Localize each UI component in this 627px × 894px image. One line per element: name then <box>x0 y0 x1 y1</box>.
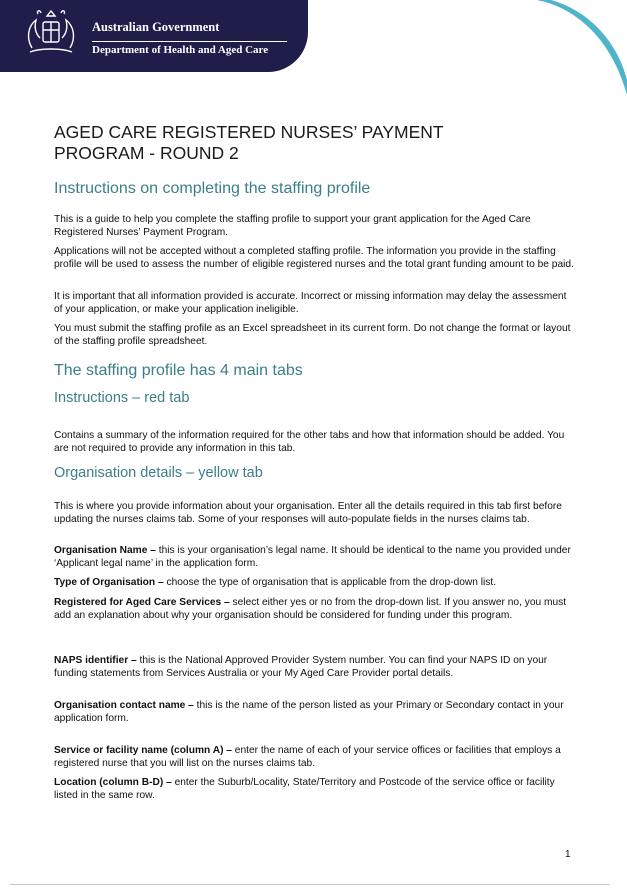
paragraph-acceptance: Applications will not be accepted without a completed staffing profile. The information you provide in the staffing profile will be used to assess the number of eligible registered nurses and the total grant funding amount to be paid. <box>54 246 574 270</box>
definition-naps-identifier: NAPS identifier – this is the National Approved Provider System number. You can find your NAPS ID on your funding statements from Services Australia or your My Aged Care Provider portal details. <box>54 655 548 679</box>
heading-yellow-tab: Organisation details – yellow tab <box>54 465 263 481</box>
definition-term: Organisation contact name <box>54 700 186 711</box>
definition-term: Location (column B-D) <box>54 777 164 788</box>
title-line-1: AGED CARE REGISTERED NURSES’ PAYMENT <box>54 122 444 142</box>
footer-divider <box>10 884 610 885</box>
definition-term: NAPS identifier <box>54 655 129 666</box>
paragraph-yellow-tab: This is where you provide information about your organisation. Enter all the details required in this tab first before updating the nurses claims tab. Some of your responses will auto-populate fields in the nurses claims tab. <box>54 501 562 525</box>
definition-location: Location (column B-D) – enter the Suburb/Locality, State/Territory and Postcode of the service office or facility listed in the same row. <box>54 777 555 801</box>
page-title <box>54 122 574 164</box>
paragraph-intro: This is a guide to help you complete the staffing profile to support your grant application for the Aged Care Registered Nurses’ Payment Program. <box>54 214 531 238</box>
definition-term: Organisation Name <box>54 545 148 556</box>
definition-term: Registered for Aged Care Services <box>54 597 222 608</box>
definition-term: Type of Organisation <box>54 577 156 588</box>
page-number: 1 <box>565 849 571 860</box>
paragraph-accuracy: It is important that all information provided is accurate. Incorrect or missing information may delay the assessment of your application, or make your application ineligible. <box>54 291 567 315</box>
definition-service-name: Service or facility name (column A) – enter the name of each of your service offices or facilities that employs a registered nurse that you will list on the nurses claims tab. <box>54 745 561 769</box>
government-banner <box>0 0 308 72</box>
heading-red-tab: Instructions – red tab <box>54 390 190 406</box>
definition-organisation-name: Organisation Name – this is your organisation’s legal name. It should be identical to the name you provided under ‘Applicant legal name’ in the application form. <box>54 545 571 569</box>
heading-main-tabs: The staffing profile has 4 main tabs <box>54 362 303 379</box>
title-line-2: PROGRAM - ROUND 2 <box>54 143 239 163</box>
definition-organisation-type: Type of Organisation – choose the type of organisation that is applicable from the drop-down list. <box>54 577 497 588</box>
heading-instructions: Instructions on completing the staffing profile <box>54 180 371 197</box>
definition-contact-name: Organisation contact name – this is the name of the person listed as your Primary or Secondary contact in your application form. <box>54 700 564 724</box>
paragraph-red-tab: Contains a summary of the information required for the other tabs and how that information should be added. You are not required to provide any information in this tab. <box>54 430 565 454</box>
definition-registered-aged-care: Registered for Aged Care Services – select either yes or no from the drop-down list. If you answer no, you must add an explanation about why your organisation should be considered for funding under this program. <box>54 597 567 621</box>
department-name: Department of Health and Aged Care <box>92 41 287 56</box>
government-name: Australian Government <box>92 20 220 34</box>
definition-term: Service or facility name (column A) <box>54 745 224 756</box>
coat-of-arms-icon <box>22 8 80 58</box>
paragraph-format: You must submit the staffing profile as an Excel spreadsheet in its current form. Do not change the format or layout of the staffing profile spreadsheet. <box>54 323 571 347</box>
decorative-swoosh <box>517 0 627 110</box>
